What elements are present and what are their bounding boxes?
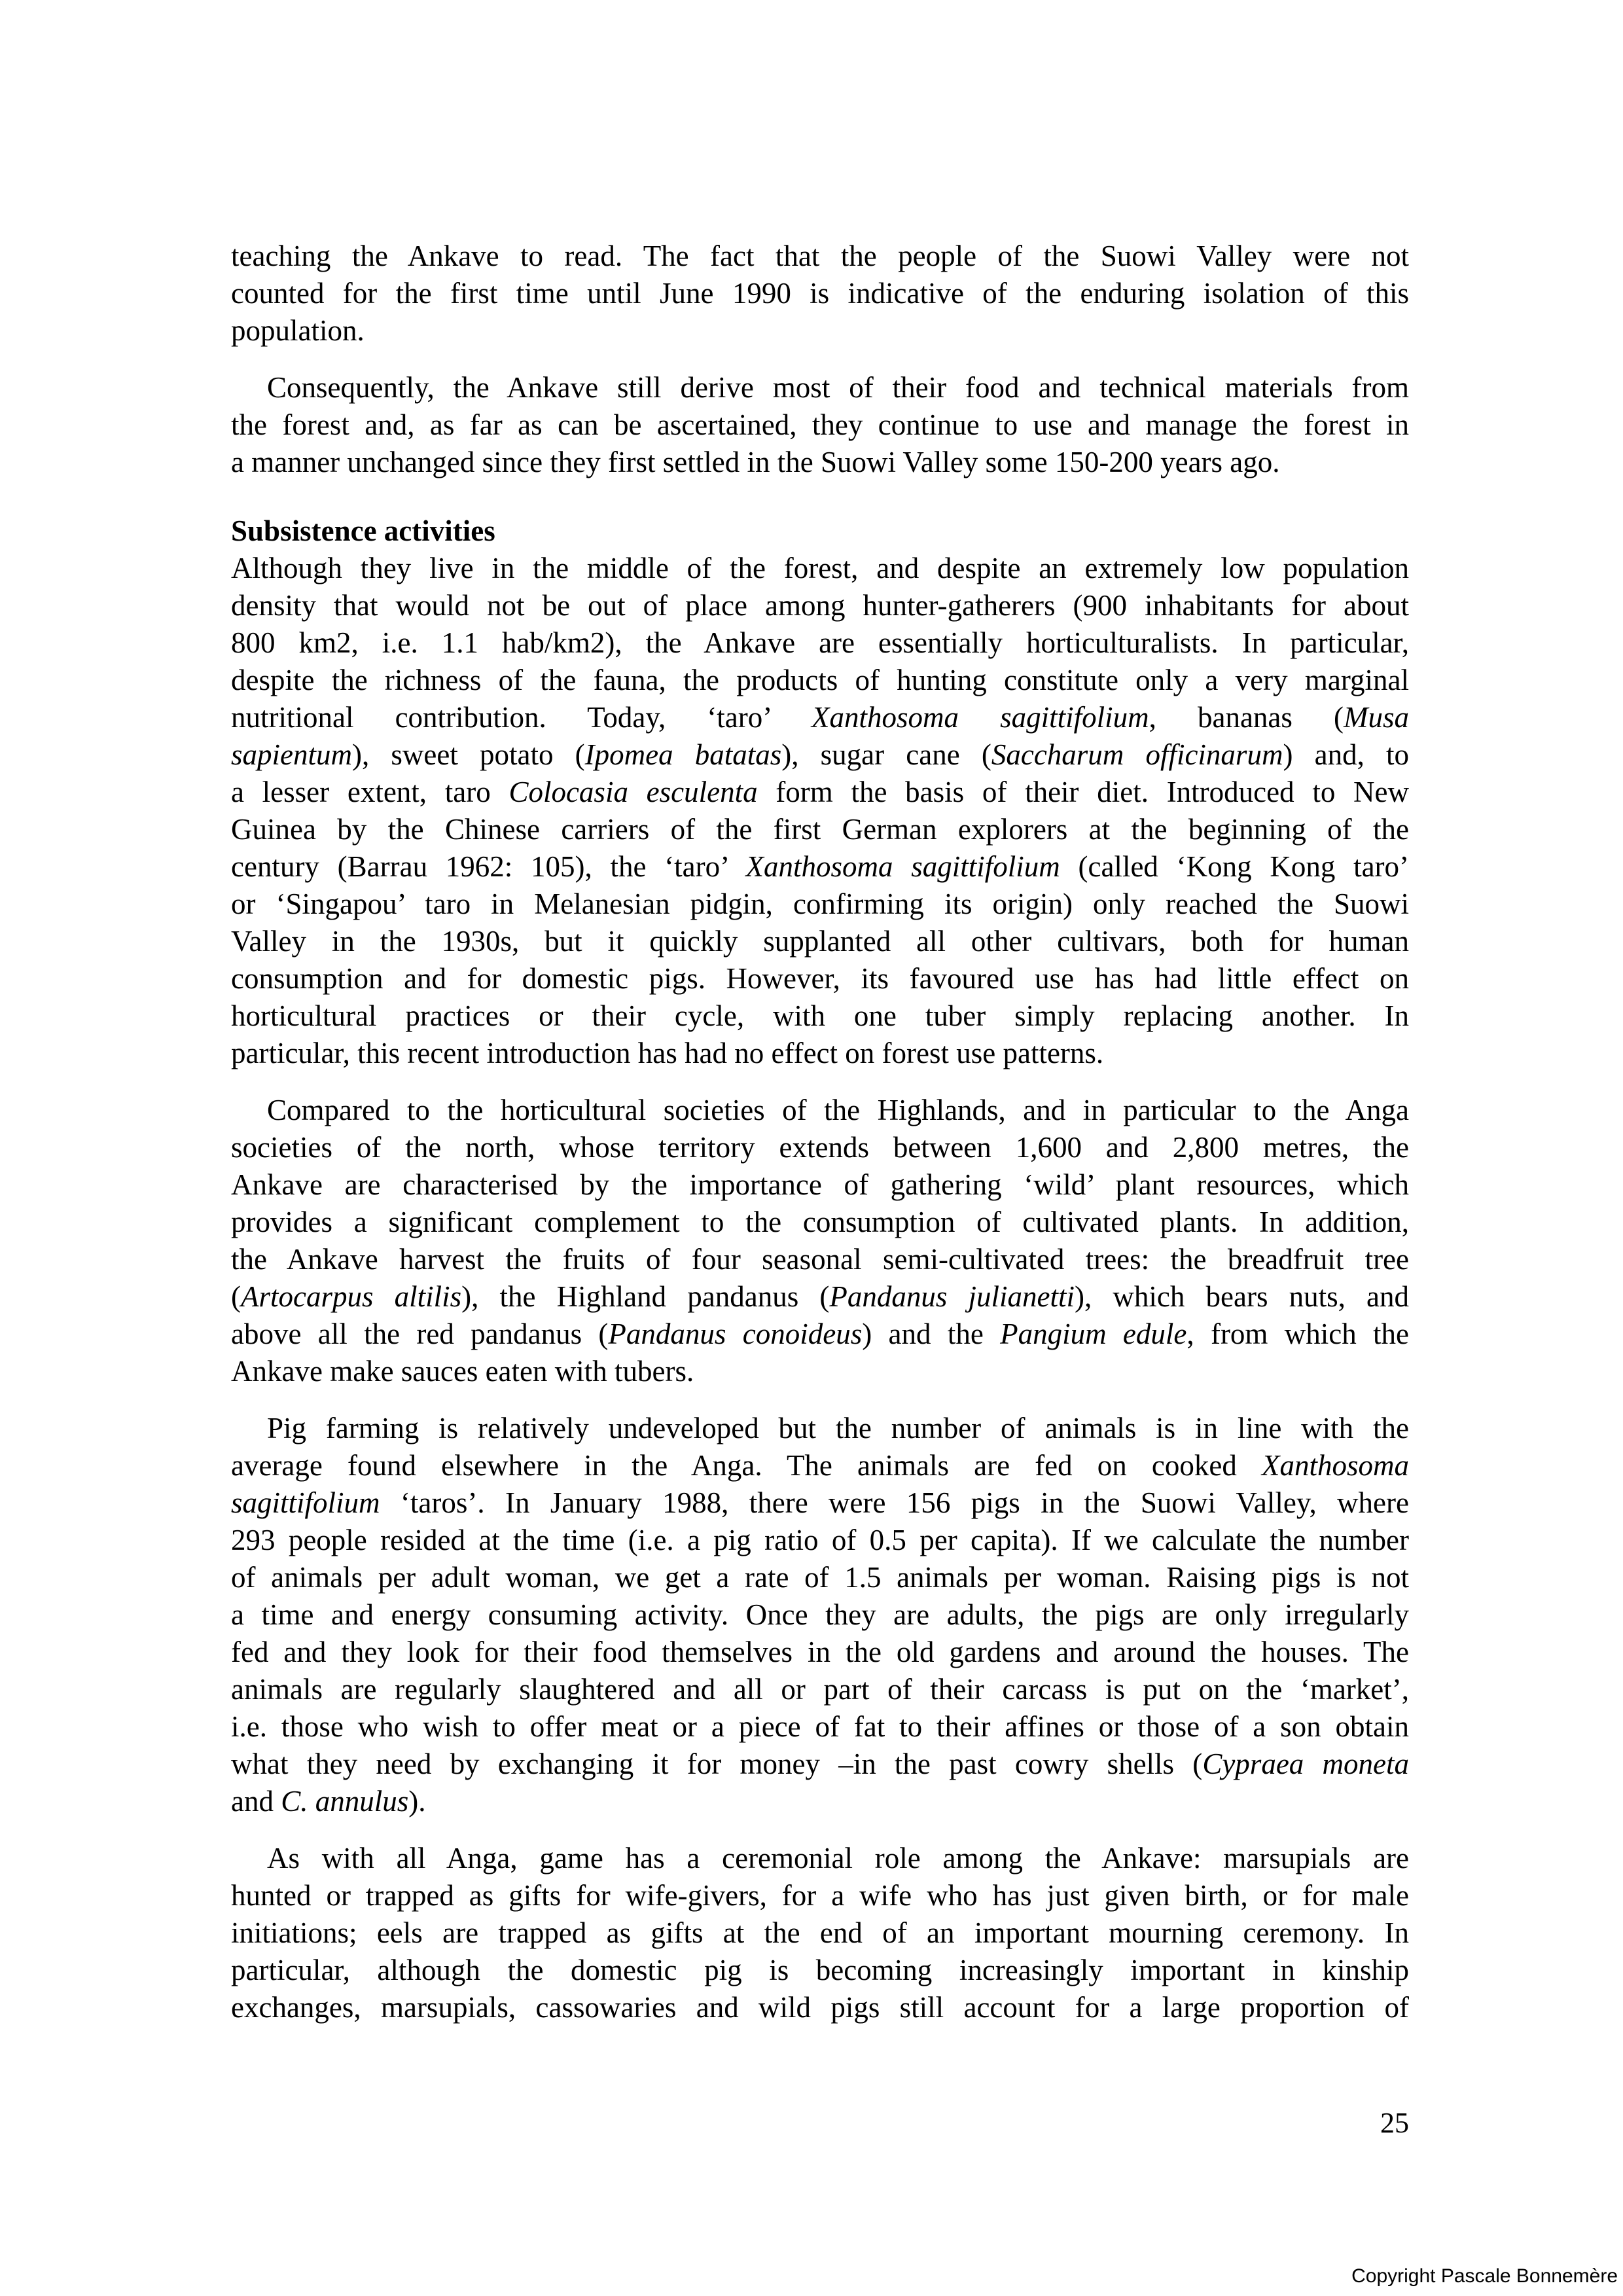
page-number: 25 (1380, 2107, 1409, 2139)
text-segment: a manner unchanged since they first settled in the Suowi Valley some 150-200 years ago. (231, 446, 1280, 478)
text-segment: initiations; eels are trapped as gifts at the end of an important mourning ceremony. In (231, 1916, 1409, 1949)
italic-text-segment: Xanthosoma sagittifolium (745, 850, 1060, 883)
text-segment: Ankave make sauces eaten with tubers. (231, 1355, 694, 1388)
text-line (231, 1596, 1409, 1634)
text-line (231, 1316, 1409, 1353)
italic-text-segment: Pangium edule (1000, 1318, 1187, 1350)
text-segment: and (231, 1785, 281, 1818)
text-line (231, 1783, 1409, 1820)
text-segment: , from which the (1186, 1318, 1410, 1350)
text-segment: ), the Highland pandanus ( (461, 1280, 830, 1313)
text-line (231, 699, 1409, 736)
text-line (231, 1447, 1409, 1484)
text-segment: ), sweet potato ( (352, 738, 585, 771)
text-line (231, 923, 1409, 960)
italic-text-segment: sagittifolium (231, 1486, 380, 1519)
text-block (231, 238, 1409, 2026)
text-line (231, 1410, 1409, 1447)
text-segment: , bananas ( (1149, 701, 1344, 734)
text-segment: Consequently, the Ankave still derive most of their food and technical materials from (267, 371, 1409, 404)
text-line (231, 624, 1409, 662)
text-line (231, 369, 1409, 406)
text-line (231, 1877, 1409, 1914)
text-line (231, 275, 1409, 312)
text-segment: ( (231, 1280, 241, 1313)
text-segment: Guinea by the Chinese carriers of the first German explorers at the beginning of the (231, 813, 1409, 846)
text-segment: a time and energy consuming activity. Once they are adults, the pigs are only irregularly (231, 1598, 1409, 1631)
text-segment: above all the red pandanus ( (231, 1318, 609, 1350)
text-segment: ) and, to (1283, 738, 1409, 771)
text-segment: population. (231, 314, 365, 347)
text-segment: counted for the first time until June 1990 is indicative of the enduring isolation of this (231, 277, 1409, 310)
text-segment: ), sugar cane ( (781, 738, 991, 771)
text-line (231, 960, 1409, 997)
italic-text-segment: Pandanus conoideus (608, 1318, 863, 1350)
text-segment: provides a significant complement to the consumption of cultivated plants. In addition, (231, 1206, 1409, 1238)
text-line (231, 1634, 1409, 1671)
text-segment: exchanges, marsupials, cassowaries and wild pigs still account for a large proportion of (231, 1991, 1409, 2024)
text-line (231, 1746, 1409, 1783)
text-line (231, 1353, 1409, 1390)
text-segment: a lesser extent, taro (231, 776, 509, 808)
text-segment: (called ‘Kong Kong taro’ (1060, 850, 1410, 883)
text-line (231, 406, 1409, 444)
text-segment: Compared to the horticultural societies of the Highlands, and in particular to the Anga (267, 1094, 1409, 1126)
paragraph (231, 1410, 1409, 1820)
text-segment: particular, although the domestic pig is becoming increasingly important in kinship (231, 1954, 1409, 1986)
text-segment: century (Barrau 1962: 105), the ‘taro’ (231, 850, 746, 883)
text-segment: hunted or trapped as gifts for wife-givers, for a wife who has just given birth, or for male (231, 1879, 1409, 1912)
text-segment: ‘taros’. In January 1988, there were 156 pigs in the Suowi Valley, where (380, 1486, 1409, 1519)
text-line (231, 997, 1409, 1035)
text-line (231, 848, 1409, 886)
text-line (231, 1278, 1409, 1316)
italic-text-segment: C. annulus (281, 1785, 409, 1818)
text-segment: the forest and, as far as can be ascertained, they continue to use and manage the forest in (231, 408, 1409, 441)
text-segment: Although they live in the middle of the forest, and despite an extremely low population (231, 552, 1409, 584)
italic-text-segment: Artocarpus altilis (241, 1280, 462, 1313)
text-segment: what they need by exchanging it for money –in the past cowry shells ( (231, 1748, 1203, 1780)
italic-text-segment: Musa (1343, 701, 1409, 734)
text-line (231, 1559, 1409, 1596)
text-segment: fed and they look for their food themselves in the old gardens and around the houses. The (231, 1636, 1409, 1668)
paragraph (231, 238, 1409, 350)
section-heading: Subsistence activities (231, 514, 495, 547)
paragraph (231, 1092, 1409, 1390)
text-segment: Pig farming is relatively undeveloped but the number of animals is in line with the (267, 1412, 1409, 1444)
text-line (231, 1522, 1409, 1559)
text-line (231, 1241, 1409, 1278)
text-line (231, 1484, 1409, 1522)
text-segment: of animals per adult woman, we get a rate of 1.5 animals per woman. Raising pigs is not (231, 1561, 1409, 1594)
text-segment: average found elsewhere in the Anga. The animals are fed on cooked (231, 1449, 1262, 1482)
text-line (231, 1204, 1409, 1241)
italic-text-segment: Cypraea moneta (1202, 1748, 1409, 1780)
text-line (231, 1708, 1409, 1746)
text-segment: form the basis of their diet. Introduced to New (757, 776, 1409, 808)
text-segment: 800 km2, i.e. 1.1 hab/km2), the Ankave are essentially horticulturalists. In particular, (231, 626, 1409, 659)
text-segment: ), which bears nuts, and (1075, 1280, 1409, 1313)
text-line (231, 1914, 1409, 1952)
text-line (231, 886, 1409, 923)
italic-text-segment: Ipomea batatas (584, 738, 782, 771)
text-segment: ) and the (862, 1318, 1001, 1350)
text-segment: teaching the Ankave to read. The fact that the people of the Suowi Valley were not (231, 240, 1409, 272)
text-line (231, 736, 1409, 774)
text-segment: despite the richness of the fauna, the products of hunting constitute only a very marginal (231, 664, 1409, 696)
text-line (231, 662, 1409, 699)
text-segment: animals are regularly slaughtered and all or part of their carcass is put on the ‘market’, (231, 1673, 1409, 1706)
text-segment: the Ankave harvest the fruits of four seasonal semi-cultivated trees: the breadfruit tree (231, 1243, 1409, 1276)
text-line (231, 238, 1409, 275)
italic-text-segment: sapientum (231, 738, 352, 771)
text-line (231, 1840, 1409, 1877)
text-segment: consumption and for domestic pigs. However, its favoured use has had little effect on (231, 962, 1409, 995)
text-line (231, 811, 1409, 848)
text-line (231, 550, 1409, 587)
text-segment: 293 people resided at the time (i.e. a pig ratio of 0.5 per capita). If we calculate the number (231, 1524, 1409, 1556)
paragraph (231, 1840, 1409, 2026)
italic-text-segment: Colocasia esculenta (508, 776, 758, 808)
italic-text-segment: Pandanus julianetti (829, 1280, 1075, 1313)
text-segment: ). (408, 1785, 426, 1818)
paragraph (231, 550, 1409, 1072)
text-segment: i.e. those who wish to offer meat or a piece of fat to their affines or those of a son obtain (231, 1710, 1409, 1743)
text-line (231, 1129, 1409, 1166)
text-segment: societies of the north, whose territory extends between 1,600 and 2,800 metres, the (231, 1131, 1409, 1164)
text-segment: horticultural practices or their cycle, with one tuber simply replacing another. In (231, 999, 1409, 1032)
text-segment: density that would not be out of place among hunter-gatherers (900 inhabitants for about (231, 589, 1409, 622)
text-segment: Ankave are characterised by the importance of gathering ‘wild’ plant resources, which (231, 1168, 1409, 1201)
text-segment: or ‘Singapou’ taro in Melanesian pidgin, confirming its origin) only reached the Suowi (231, 888, 1409, 920)
text-segment: Valley in the 1930s, but it quickly supplanted all other cultivars, both for human (231, 925, 1409, 958)
italic-text-segment: Saccharum officinarum (991, 738, 1283, 771)
text-segment: nutritional contribution. Today, ‘taro’ (231, 701, 812, 734)
copyright-notice: Copyright Pascale Bonnemère (1351, 2265, 1618, 2287)
text-line (231, 1092, 1409, 1129)
text-line (231, 312, 1409, 350)
text-segment: particular, this recent introduction has had no effect on forest use patterns. (231, 1037, 1104, 1069)
text-line (231, 1166, 1409, 1204)
text-line (231, 1952, 1409, 1989)
text-line (231, 1035, 1409, 1072)
italic-text-segment: Xanthosoma sagittifolium (812, 701, 1149, 734)
text-segment: As with all Anga, game has a ceremonial role among the Ankave: marsupials are (267, 1842, 1409, 1874)
text-line (231, 444, 1409, 481)
italic-text-segment: Xanthosoma (1262, 1449, 1409, 1482)
text-line (231, 1671, 1409, 1708)
text-line (231, 774, 1409, 811)
text-line (231, 1989, 1409, 2026)
text-line (231, 587, 1409, 624)
paragraph (231, 369, 1409, 481)
